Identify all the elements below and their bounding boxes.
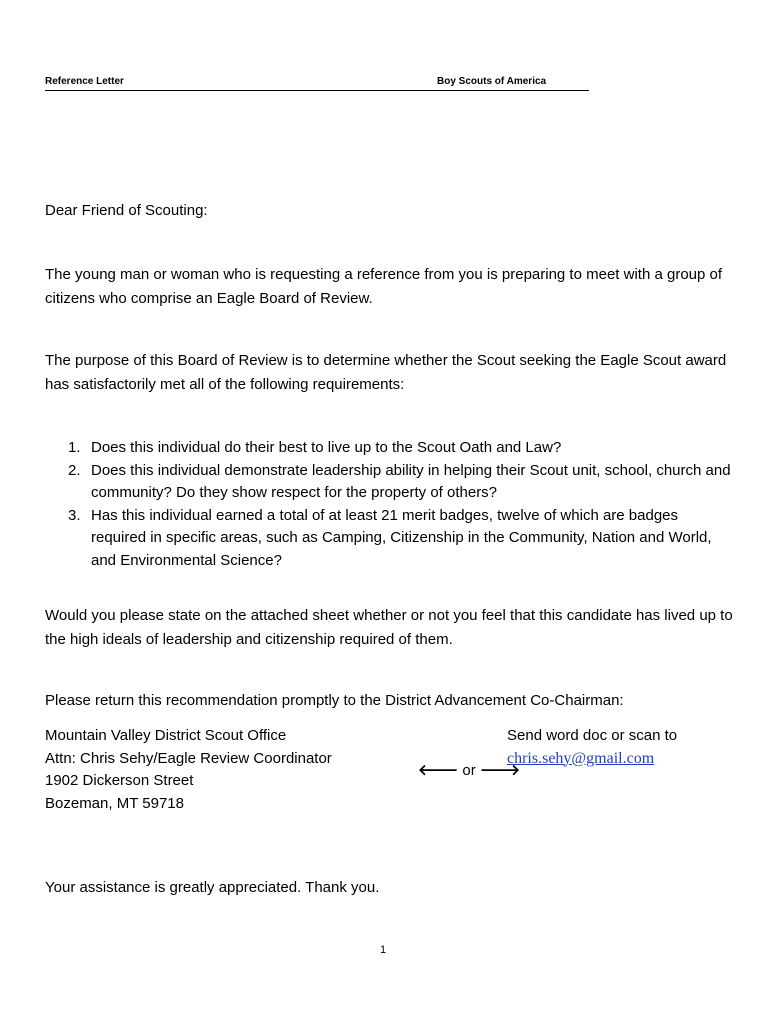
requirements-list xyxy=(45,437,735,572)
list-item-text: Does this individual do their best to live up to the Scout Oath and Law? xyxy=(91,439,562,456)
header-title-left: Reference Letter xyxy=(45,76,124,87)
or-label: or xyxy=(462,762,476,779)
paragraph-purpose: The purpose of this Board of Review is to determine whether the Scout seeking the Eagle Scout award has satisfactorily met all of the following requirements: xyxy=(45,352,727,393)
document-header xyxy=(45,75,589,91)
email-submission xyxy=(507,725,737,770)
closing-line: Your assistance is greatly appreciated. Thank you. xyxy=(45,879,380,896)
list-item xyxy=(45,437,735,460)
list-item-number: 3. xyxy=(68,506,81,524)
paragraph-return: Please return this recommendation promptly to the District Advancement Co-Chairman: xyxy=(45,692,624,709)
list-item-number: 2. xyxy=(68,461,81,479)
list-item xyxy=(45,505,735,573)
paragraph-request: Would you please state on the attached sheet whether or not you feel that this candidate has lived up to the high ideals of leadership and citizenship required of them. xyxy=(45,607,733,648)
list-item-text: Has this individual earned a total of at least 21 merit badges, twelve of which are badges required in specific areas, such as Camping, Citizenship in the Community, Nation and World, and Environmental Science? xyxy=(91,506,712,569)
arrow-left-icon: 🡐 xyxy=(418,761,459,779)
page-number: 1 xyxy=(380,944,387,956)
list-item xyxy=(45,460,735,505)
header-title-right: Boy Scouts of America xyxy=(437,76,547,87)
email-link[interactable]: chris.sehy@gmail.com xyxy=(507,749,655,767)
list-item-number: 1. xyxy=(68,439,81,456)
address-line-office: Mountain Valley District Scout Office xyxy=(45,727,287,744)
send-instruction: Send word doc or scan to xyxy=(507,727,678,744)
salutation: Dear Friend of Scouting: xyxy=(45,202,208,219)
address-line-city: Bozeman, MT 59718 xyxy=(45,794,184,812)
arrow-right-icon: 🡒 xyxy=(479,761,521,779)
address-line-attn: Attn: Chris Sehy/Eagle Review Coordinator xyxy=(45,749,332,767)
list-item-text: Does this individual demonstrate leadership ability in helping their Scout unit, school, church and community? Do they show respect for the property of others? xyxy=(91,461,731,501)
or-separator xyxy=(418,759,520,782)
paragraph-intro: The young man or woman who is requesting a reference from you is preparing to meet with a group of citizens who comprise an Eagle Board of Review. xyxy=(45,266,723,307)
mailing-address xyxy=(45,725,425,815)
address-line-street: 1902 Dickerson Street xyxy=(45,772,194,789)
